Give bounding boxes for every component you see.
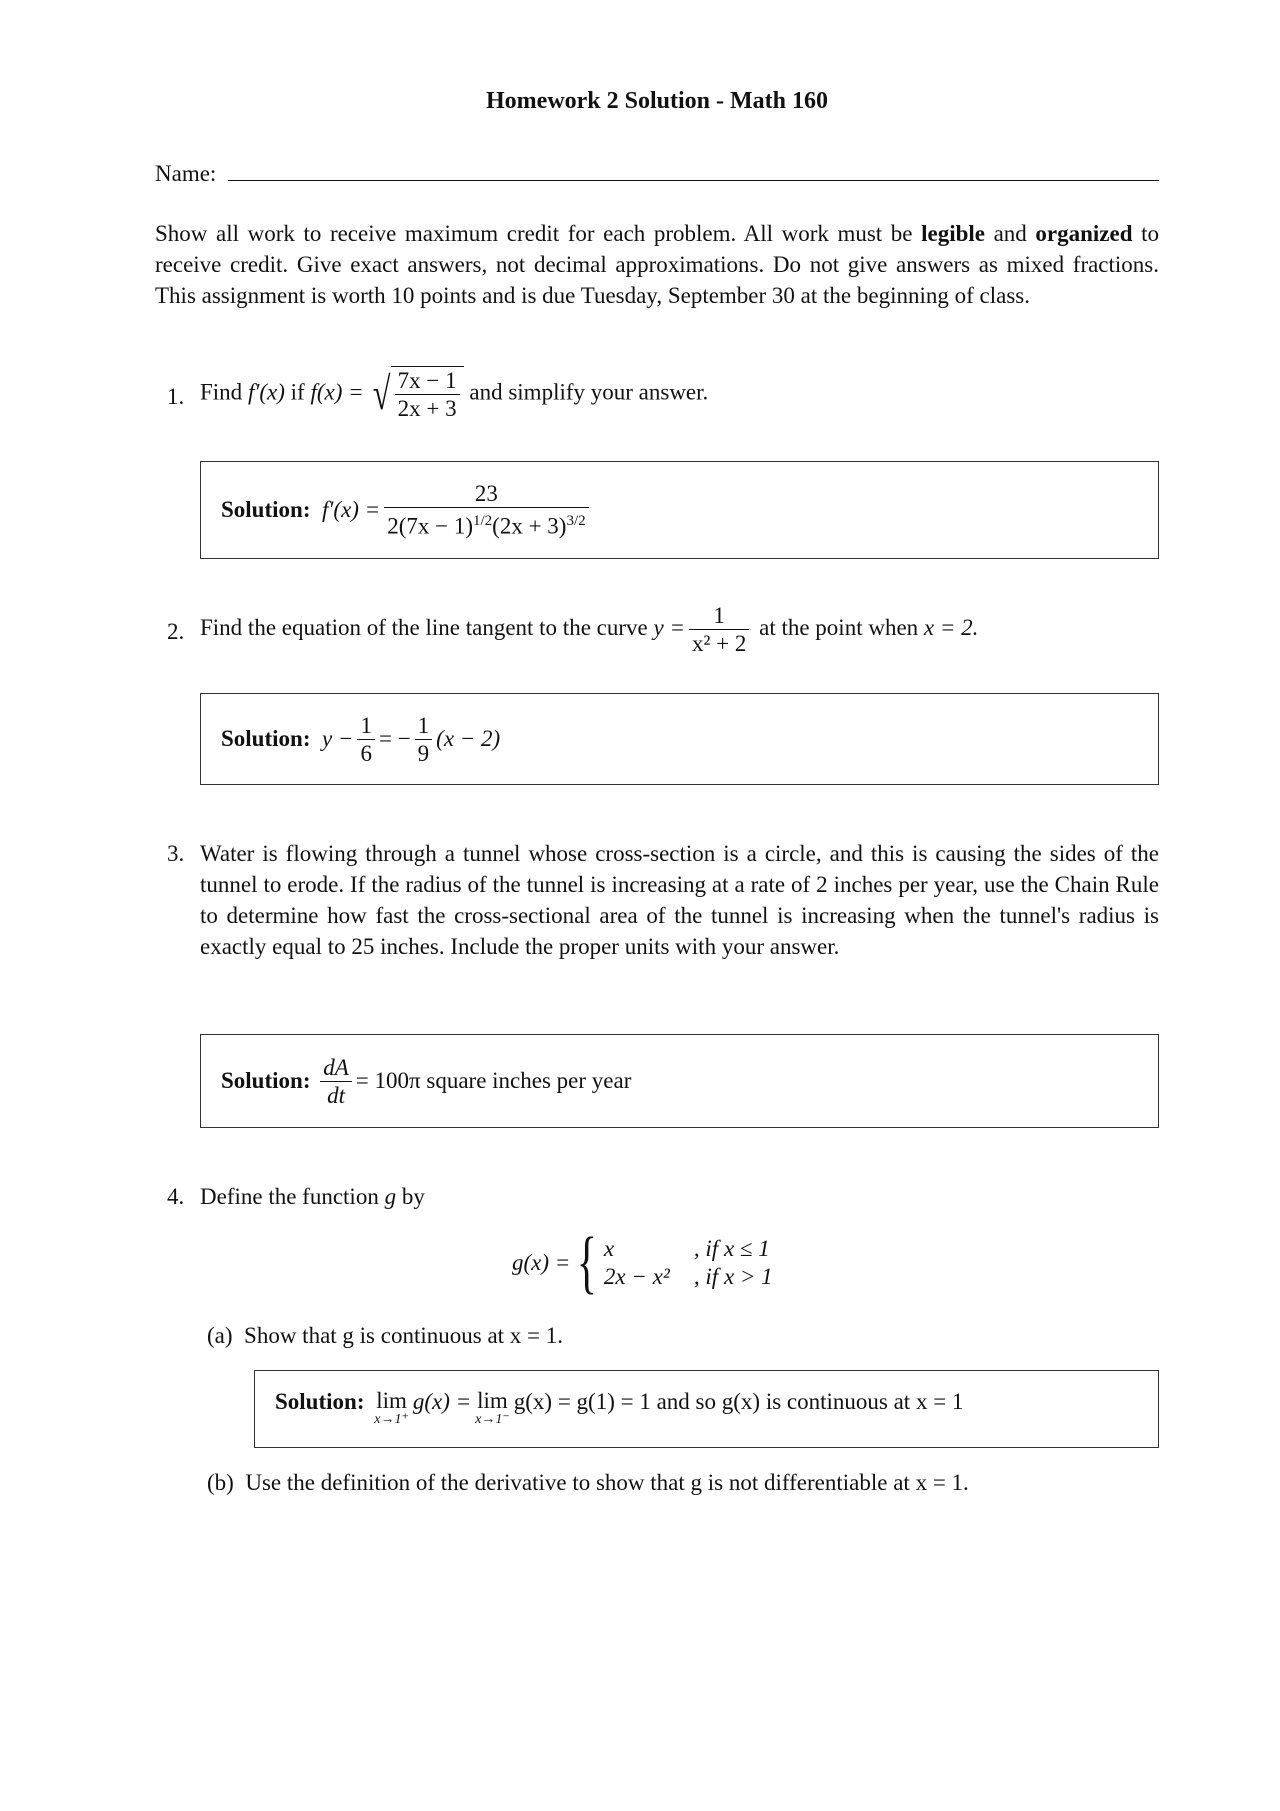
problem-number: 1. — [167, 384, 185, 409]
lim-subscript: x→1⁻ — [475, 1412, 510, 1427]
brace-icon: { — [577, 1224, 598, 1301]
solution-label: Solution: — [221, 726, 311, 751]
piecewise-definition — [512, 1224, 773, 1301]
text: Find — [200, 379, 248, 405]
exponent: 3/2 — [566, 513, 586, 530]
numerator: 7x − 1 — [395, 367, 460, 395]
exponent: 1/2 — [473, 513, 493, 530]
numerator: 1 — [689, 602, 749, 630]
radical-icon: √ — [373, 368, 391, 419]
problem-1 — [167, 366, 1159, 422]
name-field — [155, 158, 1159, 187]
lim: lim — [376, 1388, 407, 1413]
name-label: Name: — [155, 161, 217, 186]
problem-text — [200, 366, 1159, 422]
denominator: 9 — [417, 740, 430, 766]
math: f′(x) — [247, 379, 285, 405]
numerator: dA — [320, 1054, 352, 1082]
math: g(x) = — [412, 1389, 472, 1414]
solution-box-3 — [200, 1034, 1159, 1128]
problem-3 — [167, 838, 1159, 962]
instr-text: Show all work to receive maximum credit for each problem. All work must be — [155, 221, 922, 246]
part-text: Use the definition of the derivative to show that g is not differentiable at x = 1. — [245, 1470, 969, 1495]
numerator: 1 — [357, 712, 375, 740]
page-title: Homework 2 Solution - Math 160 — [486, 88, 828, 114]
part-a — [207, 1323, 563, 1349]
solution-label: Solution: — [275, 1389, 365, 1414]
problem-4 — [167, 1181, 1159, 1212]
problem-number: 3. — [167, 841, 185, 866]
name-line[interactable] — [228, 158, 1159, 181]
math: = − — [378, 726, 411, 751]
denominator: dt — [327, 1082, 345, 1108]
math: f′(x) = — [321, 497, 381, 522]
math: g — [384, 1184, 397, 1209]
problem-2 — [167, 602, 1159, 657]
solution-box-4a — [254, 1370, 1159, 1448]
instr-bold-legible: legible — [921, 221, 985, 246]
instr-bold-organized: organized — [1035, 221, 1133, 246]
text: and simplify your answer. — [463, 379, 709, 405]
text: by — [396, 1184, 425, 1209]
denominator — [384, 508, 588, 540]
denominator: x² + 2 — [691, 631, 747, 656]
math: y = — [653, 614, 685, 640]
math: = 100π square inches per year — [355, 1068, 632, 1093]
solution-box-1 — [200, 461, 1159, 559]
lim: lim — [477, 1388, 508, 1413]
math: y − — [321, 726, 354, 751]
math: x = 2. — [923, 614, 979, 640]
problem-number: 4. — [167, 1184, 185, 1209]
problem-text — [200, 602, 1159, 657]
part-label: (a) — [207, 1323, 233, 1348]
text: if — [284, 379, 311, 405]
denominator: 6 — [360, 740, 372, 766]
sqrt — [369, 366, 463, 422]
text: Find the equation of the line tangent to the curve — [200, 614, 654, 640]
numerator: 1 — [415, 712, 433, 740]
den-part: 2(7x − 1) — [387, 513, 473, 539]
math: g(x) = g(1) = 1 and so g(x) is continuous at x = 1 — [513, 1389, 964, 1414]
problem-text — [200, 1181, 1159, 1212]
text: at the point when — [753, 614, 924, 640]
part-text: Show that g is continuous at x = 1. — [244, 1323, 564, 1348]
case-cond: , if x ≤ 1 — [693, 1236, 770, 1261]
instr-text: and — [984, 221, 1036, 246]
case-expr: 2x − x² — [603, 1264, 670, 1289]
solution-label: Solution: — [221, 1068, 311, 1093]
part-b — [207, 1470, 969, 1496]
instr-text: to receive credit. Give exact answers, not decimal approximations. Do not give answers as mixed fractions. This assignment is worth 10 points and is due Tuesday, September 30 at the beginning of class. — [155, 221, 1159, 308]
lim-subscript: x→1⁺ — [374, 1412, 409, 1427]
solution-box-2 — [200, 693, 1159, 785]
solution-label: Solution: — [221, 497, 311, 522]
math: f(x) = — [310, 379, 364, 405]
part-label: (b) — [207, 1470, 234, 1495]
problem-number: 2. — [167, 619, 185, 644]
instructions — [155, 218, 1159, 311]
text: Define the function — [200, 1184, 385, 1209]
math: g(x) = — [512, 1250, 571, 1275]
denominator: 2x + 3 — [397, 396, 457, 421]
numerator: 23 — [384, 480, 588, 508]
case-expr: x — [603, 1236, 615, 1261]
math: (x − 2) — [436, 726, 501, 751]
case-cond: , if x > 1 — [693, 1264, 773, 1289]
problem-text: Water is flowing through a tunnel whose cross-section is a circle, and this is causing the sides of the tunnel to erode. If the radius of the tunnel is increasing at a rate of 2 inches per year, use the Chain Rule to determine how fast the cross-sectional area of the tunnel is increasing when the tunnel's radius is exactly equal to 25 inches. Include the proper units with your answer. — [200, 841, 1159, 959]
den-part: (2x + 3) — [492, 513, 567, 539]
